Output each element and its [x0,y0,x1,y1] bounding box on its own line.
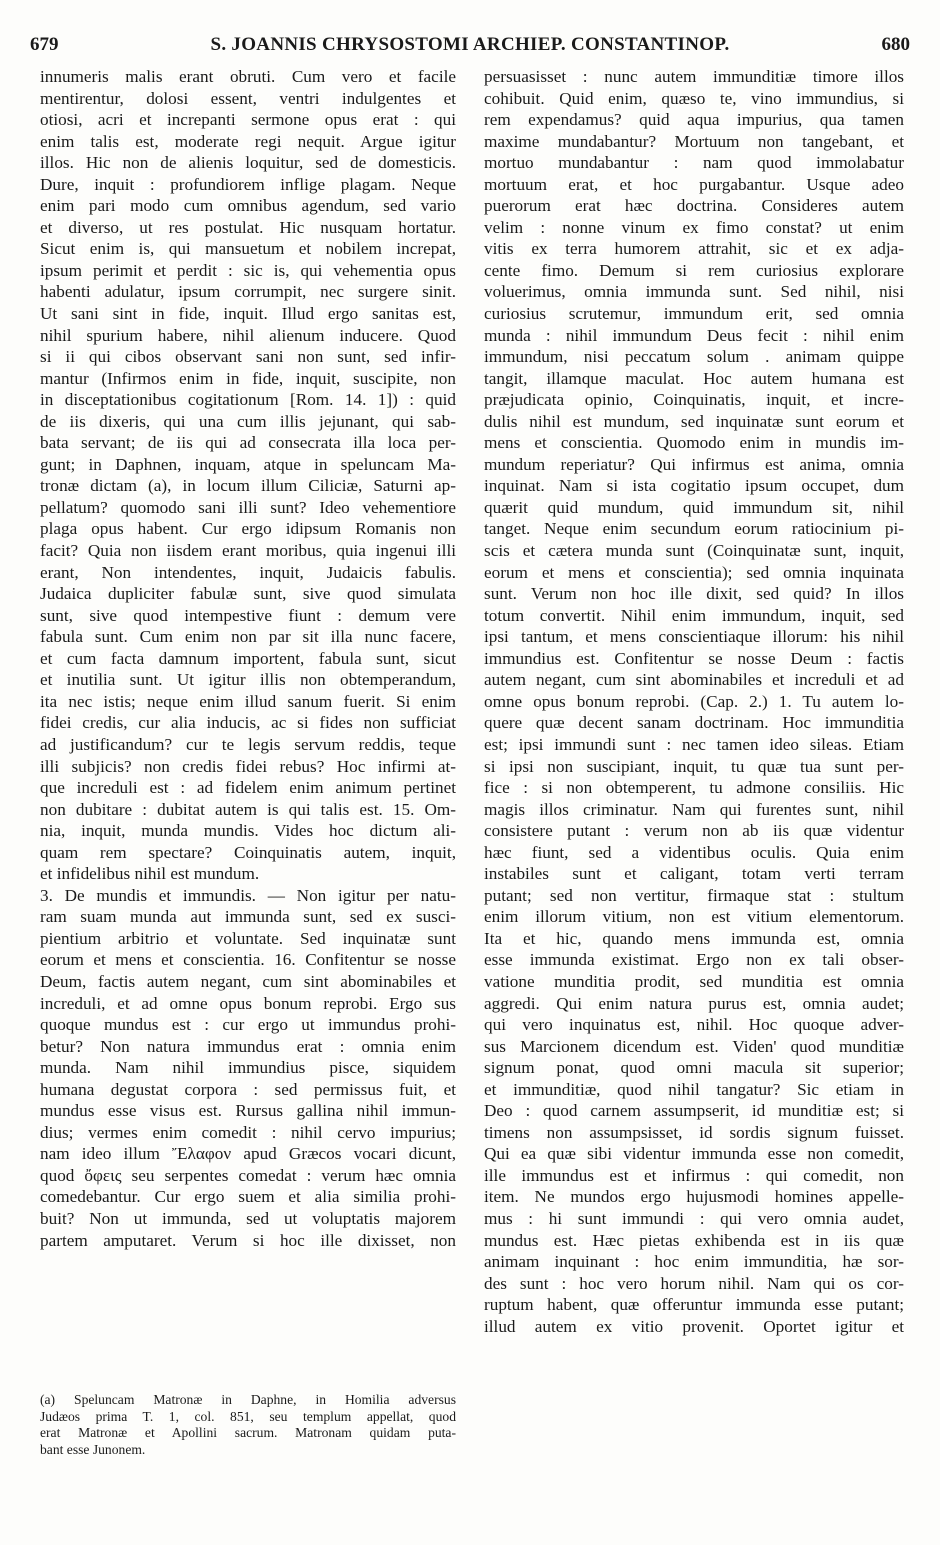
text-line: mundum reperiatur? Qui infirmus est anima, omnia [484,454,904,474]
text-line: mortuum erat, et hoc purgabantur. Usque adeo [484,174,904,194]
text-line: que increduli est : ad fidelem enim animum pertinet [40,778,456,798]
text-line: voluerimus, omnia immunda sunt. Sed nihil, nisi [484,282,904,302]
text-line: partem amputaret. Verum si hoc ille dixisset, non [40,1230,456,1250]
text-line: sunt, sive quod intempestive fiunt : demum vere [40,605,456,625]
text-line: ipsi tantum, et mens conscientiaque illorum: his nihil [484,627,904,647]
text-line: ram suam munda aut immunda sunt, sed ex susci- [40,907,456,927]
text-line: comedebantur. Cur ergo suem et alia similia prohi- [40,1187,456,1207]
footnote-line: bant esse Junonem. [40,1441,146,1457]
text-line: illud autem ex vitio provenit. Oportet igitur et [484,1316,904,1336]
text-line: fabula sunt. Cum enim non par sit illa nunc facere, [40,627,456,647]
page-number-left: 679 [30,34,59,55]
text-line: cohibuit. Quid enim, quæso te, vino immundius, si [484,88,904,108]
text-line: ille immundus est et infirmus : qui comedit, non [484,1165,904,1185]
text-line: quere quæ decent sanam doctrinam. Hoc immunditia [484,713,904,733]
text-line: quærit quid mundum, quid immundum sit, nihil [484,497,904,517]
text-line: innumeris malis erant obruti. Cum vero et facile [40,67,456,86]
text-line: et diverso, ut res postulat. Hic nusquam hortatur. [40,217,456,237]
text-line: tangit, illamque maculat. Hoc autem humana est [484,368,904,388]
text-line: Ita et hic, quando mens immunda est, omnia [484,928,904,948]
text-line: illi subjicis? non credis fidei rebus? Hoc infirmi at- [40,756,456,776]
text-line: rem expendamus? quid aqua impurius, qua tamen [484,110,904,130]
text-line: pientium arbitrio et voluntate. Sed inquinatæ sunt [40,928,456,948]
text-line: si ipsi non suscipiant, inquit, tu quæ tua sunt per- [484,756,904,776]
text-line: tanget. Neque enim secundum eorum ratiocinium pi- [484,519,904,539]
text-line: instabiles sunt et caligant, totam verti terram [484,864,904,884]
running-head [30,34,910,64]
page-number-right: 680 [881,34,910,55]
text-line: totum convertit. Nihil enim immundum, inquit, sed [484,605,904,625]
footnote-line: (a) Speluncam Matronæ in Daphne, in Homilia adversus [40,1392,456,1407]
text-line: increduli, et ad omne opus bonum reprobi. Ergo sus [40,993,456,1013]
text-line: ruptum habent, quæ offeruntur immunda esse putant; [484,1295,904,1315]
text-line: mundus est. Hæc pietas exhibenda est in iis quæ [484,1230,904,1250]
text-line: vitis ex terra humorem attrahit, sic et ex adja- [484,239,904,259]
text-line: scis et cætera munda sunt (Coinquinatæ sunt, inquit, [484,541,904,561]
text-line: aggredi. Qui enim natura purus est, omnia audet; [484,993,904,1013]
text-line: non dubitare : dubitat autem is qui talis est. 15. Om- [40,799,456,819]
text-line: otiosi, acri et increpanti sermone opus erat : qui [40,110,456,130]
text-line: dius; vermes enim comedit : nihil cervo impurius; [40,1122,456,1142]
text-line: bata servant; de iis qui ad consecrata illa loca per- [40,433,456,453]
text-line: nihil spurium habere, nihil alienum inducere. Quod [40,325,456,345]
text-line: immundum, nisi peccatum solum . animam quippe [484,347,904,367]
text-line: autem negant, cum sint abominabiles et increduli et ad [484,670,904,690]
text-line: et cum facta damnum importent, fabula sunt, sicut [40,648,456,668]
text-line: illos. Hic non de alienis loquitur, sed de domesticis. [40,153,456,173]
text-line: hæc fiunt, sed a videntibus oculis. Quia enim [484,842,904,862]
text-line: animam inquinant : hoc enim immunditia, hæ sor- [484,1252,904,1272]
text-line: maxime mundabantur? Mortuum non tangebant, et [484,131,904,151]
text-line: et infidelibus nihil est mundum. [40,864,260,884]
text-line: mantur (Infirmos enim in fide, inquit, suscipite, non [40,368,456,388]
text-line: eorum et mens et conscientia); sed omnia inquinata [484,562,904,582]
text-line: sunt. Verum non hoc ille dixit, sed quid? In illos [484,584,904,604]
text-line: dulis nihil est mundum, sed inquinatæ sunt eorum et [484,411,904,431]
text-line: facit? Quia non iisdem erant moribus, quia ingenui illi [40,541,456,561]
text-line: plaga opus habent. Cur ergo idipsum Romanis non [40,519,456,539]
text-line: mentirentur, dolosi essent, ventri indulgentes et [40,88,456,108]
text-line: Sicut enim is, qui mansuetum et nobilem increpat, [40,239,456,259]
text-line: velim : nonne vinum ex fimo constat? ut enim [484,217,904,237]
text-line: curiosius scrutemur, immundum erit, sed omnia [484,304,904,324]
text-line: mus : hi sunt immundi : qui vero omnia audet, [484,1208,904,1228]
right-text-column [484,66,904,1337]
text-line: fidei credis, cur alia inducis, ac si fides non sufficiat [40,713,456,733]
text-line: ad justificandum? cur te legis servum reddis, teque [40,734,456,754]
text-line: est; ipsi immundi sunt : nec tamen ideo sileas. Etiam [484,734,904,754]
text-line: omne opus bonum reprobi. (Cap. 2.) 1. Tu autem lo- [484,691,904,711]
text-line: quam rem spectare? Coinquinatis autem, inquit, [40,842,456,862]
text-line: erant, Non intendentes, inquit, Judaicis fabulis. [40,562,456,582]
text-line: nia, inquit, munda mundis. Vides hoc dictum ali- [40,821,456,841]
text-line: enim talis est, moderate regi nequit. Argue igitur [40,131,456,151]
text-line: de iis dixeris, qui una cum illis jejunant, qui sab- [40,411,456,431]
text-line: Deum, factis autem negant, cum sint abominabiles et [40,971,456,991]
text-line: sus Marcionem dicendum est. Viden' quod munditiæ [484,1036,904,1056]
text-line: Qui ea quæ sibi videntur immunda esse non comedit, [484,1144,904,1164]
text-line: fice : si non obtemperent, tu admone consiliis. Hic [484,778,904,798]
text-line: in disceptationibus cogitationum [Rom. 14. 1]) : quid [40,390,456,410]
left-text-column [40,66,456,1251]
text-line: 3. De mundis et immundis. — Non igitur per natu- [40,885,456,905]
running-title: S. JOANNIS CHRYSOSTOMI ARCHIEP. CONSTANTINOP. [210,34,730,55]
text-line: Dure, inquit : profundiorem inflige plagam. Neque [40,174,456,194]
text-line: Ut sani sint in fide, inquit. Illud ergo sanitas est, [40,304,456,324]
text-line: timens non assumpsisset, id sordis signum fuisset. [484,1122,904,1142]
text-line: habenti adulatur, ipsum corrumpit, nec surgere sinit. [40,282,456,302]
text-line: enim illorum vitium, non est vitium elementorum. [484,907,904,927]
text-line: tronæ dictam (a), in locum illum Ciliciæ, Saturni ap- [40,476,456,496]
text-line: immundius est. Confitentur se nosse Deum : factis [484,648,904,668]
text-line: munda : nihil immundum Deus fecit : nihil enim [484,325,904,345]
text-line: si ii qui cibos observant sani non sunt, sed infir- [40,347,456,367]
footnote-block [40,1392,456,1458]
text-line: enim pari modo cum omnibus agendum, sed vario [40,196,456,216]
text-line: persuasisset : nunc autem immunditiæ timore illos [484,67,904,86]
text-line: putant; sed non vertitur, firmaque stat : stultum [484,885,904,905]
text-line: magis illos criminatur. Nam qui furentes sunt, nihil [484,799,904,819]
text-line: signum ponat, quod omni macula sit superior; [484,1058,904,1078]
text-line: nam ideo illum Ἔλαφον apud Græcos vocari dicunt, [40,1144,456,1164]
text-line: ipsum perimit et perdit : sic is, qui vehementia opus [40,260,456,280]
text-line: betur? Non natura immundus erat : omnia enim [40,1036,456,1056]
text-line: humana degustat corpora : sed permissus fuit, et [40,1079,456,1099]
text-line: qui vero inquinatus est, nihil. Hoc quoque adver- [484,1015,904,1035]
text-line: mens et conscientia. Quomodo enim in mundis im- [484,433,904,453]
text-line: et immunditiæ, quod nihil tangatur? Sic etiam in [484,1079,904,1099]
text-line: cente fimo. Demum si rem curiosius explorare [484,260,904,280]
text-line: munda. Nam nihil immundius pisce, siquidem [40,1058,456,1078]
footnote-line: erat Matronæ et Apollini sacrum. Matronam quidam puta- [40,1425,456,1441]
text-line: eorum et mens et conscientia. 16. Confitentur se nosse [40,950,456,970]
text-line: Judaica dupliciter fabulæ sunt, sive quod simulata [40,584,456,604]
text-line: esse immunda existimat. Ergo non ex tali obser- [484,950,904,970]
text-line: des sunt : hoc vero horum nihil. Nam qui os cor- [484,1273,904,1293]
text-line: quoque mundus est : cur ergo ut immundus prohi- [40,1015,456,1035]
text-line: mundus esse visus est. Rursus gallina nihil immun- [40,1101,456,1121]
text-line: gunt; in Daphnen, inquam, atque in speluncam Ma- [40,454,456,474]
text-line: vatione munditia prodit, sed munditia est omnia [484,971,904,991]
text-line: consistere putant : verum non ab iis quæ videntur [484,821,904,841]
text-line: inquinat. Nam si ista cogitatio ipsum occupet, dum [484,476,904,496]
text-line: ita nec istis; neque enim illud sanum fuerit. Si enim [40,691,456,711]
text-line: buit? Non ut immunda, sed ut voluptatis majorem [40,1208,456,1228]
text-line: Deo : quod carnem assumpserit, id munditiæ est; si [484,1101,904,1121]
text-line: quod ὄφεις seu serpentes comedat : verum hæc omnia [40,1165,456,1185]
text-line: præjudicata opinio, Coinquinatis, inquit, et incre- [484,390,904,410]
text-line: et inutilia sunt. Ut igitur illis non obtemperandum, [40,670,456,690]
text-line: pellatum? quomodo sani illi sunt? Ideo vehementiore [40,497,456,517]
text-line: mortuo mundabantur : nam quod immolabatur [484,153,904,173]
text-line: puerorum erat hæc doctrina. Consideres autem [484,196,904,216]
text-line: item. Ne mundos ergo hujusmodi homines appelle- [484,1187,904,1207]
footnote-line: Judæos prima T. 1, col. 851, seu templum appellat, quod [40,1408,456,1424]
